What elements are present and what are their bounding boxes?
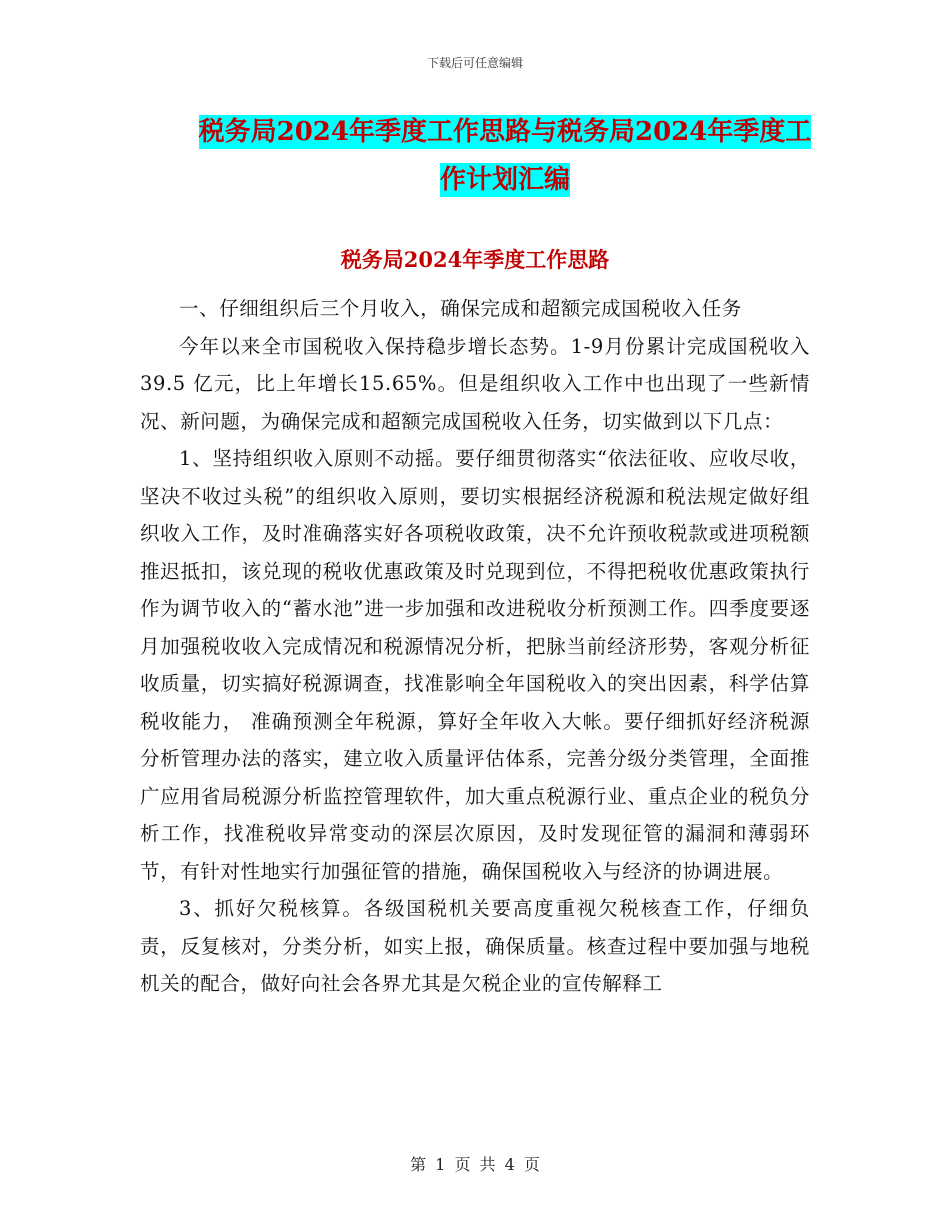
- paragraph: 1、坚持组织收入原则不动摇。要仔细贯彻落实“依法征收、应收尽收，坚决不收过头税”的组织收入原则，要切实根据经济税源和税法规定做好组织收入工作，及时准确落实好各项税收政策，决不允许预收税款或进项税额推迟抵扣，该兑现的税收优惠政策及时兑现到位，不得把税收优惠政策执行作为调节收入的“蓄水池”进一步加强和改进税收分析预测工作。四季度要逐月加强税收收入完成情况和税源情况分析，把脉当前经济形势，客观分析征收质量，切实搞好税源调查，找准影响全年国税收入的突出因素，科学估算税收能力， 准确预测全年税源，算好全年收入大帐。要仔细抓好经济税源分析管理办法的落实，建立收入质量评估体系，完善分级分类管理，全面推广应用省局税源分析监控管理软件，加大重点税源行业、重点企业的税负分析工作，找准税收异常变动的深层次原因，及时发现征管的漏洞和薄弱环节，有针对性地实行加强征管的措施，确保国税收入与经济的协调进展。: [140, 447, 810, 883]
- document-title-line-1: 税务局2024年季度工作思路与税务局2024年季度工: [198, 117, 812, 147]
- document-title: [140, 108, 870, 204]
- paragraph: 今年以来全市国税收入保持稳步增长态势。1-9月份累计完成国税收入39.5 亿元，比上年增长15.65%。但是组织收入工作中也出现了一些新情况、新问题，为确保完成和超额完成国税收入任务，切实做到以下几点：: [140, 334, 810, 433]
- paragraph-heading: 一、仔细组织后三个月收入，确保完成和超额完成国税收入任务: [179, 297, 742, 320]
- paragraph: 3、抓好欠税核算。各级国税机关要高度重视欠税核查工作，仔细负责，反复核对，分类分析，如实上报，确保质量。核查过程中要加强与地税机关的配合，做好向社会各界尤其是欠税企业的宣传解释工: [140, 897, 810, 995]
- header-note: 下载后可任意编辑: [426, 56, 523, 70]
- document-title-line-2: 作计划汇编: [439, 165, 570, 195]
- body-text: [140, 290, 810, 1003]
- section-title: 税务局2024年季度工作思路: [340, 247, 610, 272]
- page-footer: 第 1 页 共 4 页: [410, 1155, 540, 1174]
